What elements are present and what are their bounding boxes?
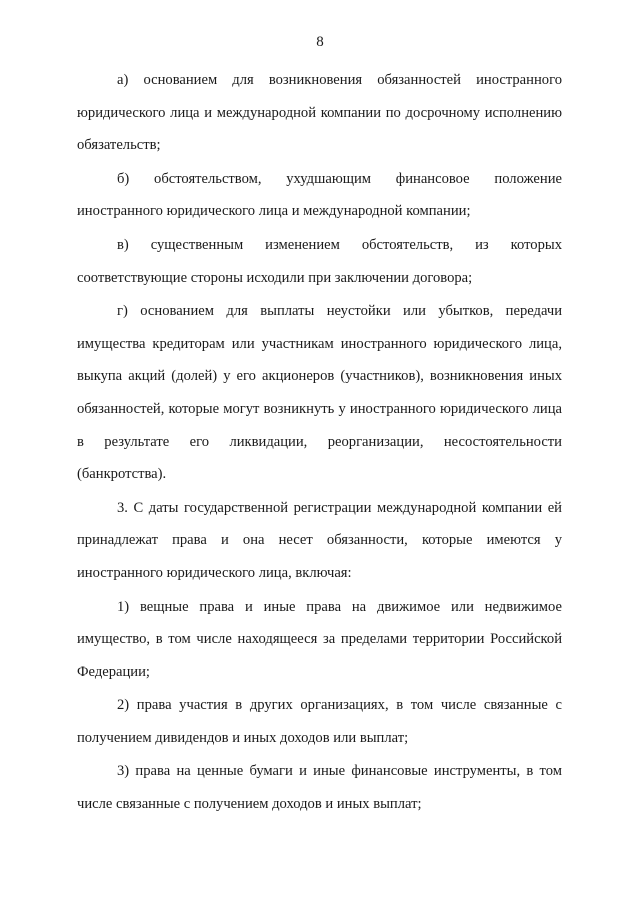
paragraph-b: б) обстоятельством, ухудшающим финансовое положение иностранного юридического лица и международной компании; <box>77 170 562 220</box>
page-number: 8 <box>316 34 324 50</box>
paragraph-v: в) существенным изменением обстоятельств, из которых соответствующие стороны исходили при заключении договора; <box>77 236 562 286</box>
paragraph-item-1: 1) вещные права и иные права на движимое или недвижимое имущество, в том числе находящееся за пределами территории Российской Федерации; <box>77 598 562 680</box>
paragraph-item-2: 2) права участия в других организациях, в том числе связанные с получением дивидендов и иных доходов или выплат; <box>77 697 562 746</box>
paragraph-section-3: 3. С даты государственной регистрации международной компании ей принадлежат права и она несет обязанности, которые имеются у иностранного юридического лица, включая: <box>77 499 562 581</box>
paragraph-g: г) основанием для выплаты неустойки или убытков, передачи имущества кредиторам или участникам иностранного юридического лица, выкупа акций (долей) у его акционеров (участников), возникновения иных обязанностей, которые могут возникнуть у иностранного юридического лица в результате его ликвидации, реорганизации, несостоятельности (банкротства). <box>77 303 562 483</box>
paragraph-item-3: 3) права на ценные бумаги и иные финансовые инструменты, в том числе связанные с получением доходов и иных выплат; <box>77 763 562 813</box>
paragraph-a: а) основанием для возникновения обязанностей иностранного юридического лица и международной компании по досрочному исполнению обязательств; <box>77 72 562 154</box>
document-body <box>77 64 562 822</box>
